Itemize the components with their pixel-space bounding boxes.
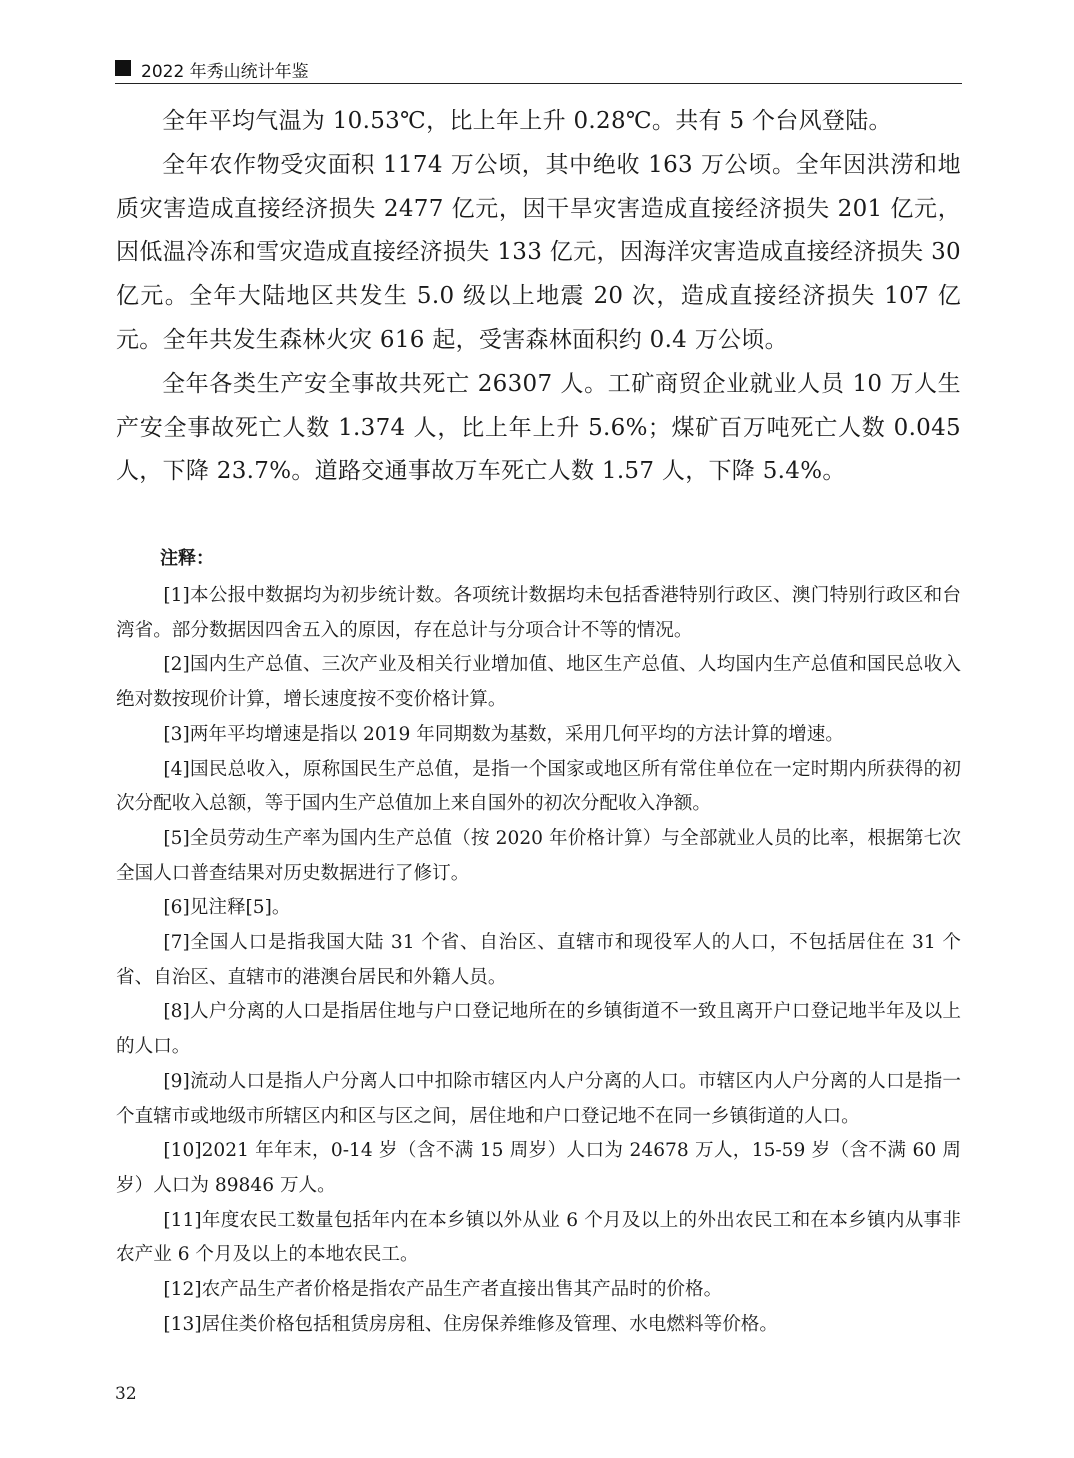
- paragraph-weather: 全年平均气温为 10.53℃，比上年上升 0.28℃。共有 5 个台风登陆。: [162, 108, 892, 134]
- main-text: [116, 100, 961, 494]
- header-title: 2022 年秀山统计年鉴: [141, 62, 309, 82]
- header-square-marker: [115, 60, 131, 76]
- note-item: [9]流动人口是指人户分离人口中扣除市辖区内人户分离的人口。市辖区内人户分离的人口是指一个直辖市或地级市所辖区内和区与区之间，居住地和户口登记地不在同一乡镇街道的人口。: [116, 1070, 961, 1127]
- notes-section: [116, 545, 961, 1342]
- note-item: [11]年度农民工数量包括年内在本乡镇以外从业 6 个月及以上的外出农民工和在本乡镇内从事非农产业 6 个月及以上的本地农民工。: [116, 1209, 961, 1266]
- note-item: [5]全员劳动生产率为国内生产总值（按 2020 年价格计算）与全部就业人员的比率，根据第七次全国人口普查结果对历史数据进行了修订。: [116, 827, 961, 884]
- note-item: [13]居住类价格包括租赁房房租、住房保养维修及管理、水电燃料等价格。: [163, 1313, 778, 1335]
- page-number: 32: [115, 1384, 137, 1404]
- note-item: [12]农产品生产者价格是指农产品生产者直接出售其产品时的价格。: [163, 1279, 723, 1301]
- note-item: [4]国民总收入，原称国民生产总值，是指一个国家或地区所有常住单位在一定时期内所获得的初次分配收入总额，等于国内生产总值加上来自国外的初次分配收入净额。: [116, 758, 961, 815]
- note-item: [1]本公报中数据均为初步统计数。各项统计数据均未包括香港特别行政区、澳门特别行政区和台湾省。部分数据因四舍五入的原因，存在总计与分项合计不等的情况。: [116, 585, 961, 641]
- notes-title: 注释：: [160, 548, 214, 569]
- note-item: [7]全国人口是指我国大陆 31 个省、自治区、直辖市和现役军人的人口，不包括居住在 31 个省、自治区、直辖市的港澳台居民和外籍人员。: [116, 932, 961, 988]
- note-item: [10]2021 年年末，0-14 岁（含不满 15 周岁）人口为 24678 万人，15-59 岁（含不满 60 周岁）人口为 89846 万人。: [116, 1140, 961, 1196]
- note-item: [6]见注释[5]。: [163, 897, 291, 919]
- page-header: [115, 55, 962, 84]
- paragraph-disasters: 全年农作物受灾面积 1174 万公顷，其中绝收 163 万公顷。全年因洪涝和地质灾害造成直接经济损失 2477 亿元，因干旱灾害造成直接经济损失 201 亿元，因低温冷冻和雪灾造成直接经济损失 133 亿元，因海洋灾害造成直接经济损失 30 亿元。全年大陆地区共发生 5.0 级以上地震 20 次，造成直接经济损失 107 亿元。全年共发生森林火灾 616 起，受害森林面积约 0.4 万公顷。: [116, 151, 961, 353]
- note-item: [2]国内生产总值、三次产业及相关行业增加值、地区生产总值、人均国内生产总值和国民总收入绝对数按现价计算，增长速度按不变价格计算。: [116, 654, 961, 711]
- paragraph-safety: 全年各类生产安全事故共死亡 26307 人。工矿商贸企业就业人员 10 万人生产安全事故死亡人数 1.374 人，比上年上升 5.6%；煤矿百万吨死亡人数 0.045 人，下降 23.7%。道路交通事故万车死亡人数 1.57 人，下降 5.4%。: [116, 370, 961, 485]
- note-item: [8]人户分离的人口是指居住地与户口登记地所在的乡镇街道不一致且离开户口登记地半年及以上的人口。: [116, 1001, 961, 1058]
- note-item: [3]两年平均增速是指以 2019 年同期数为基数，采用几何平均的方法计算的增速。: [163, 723, 844, 745]
